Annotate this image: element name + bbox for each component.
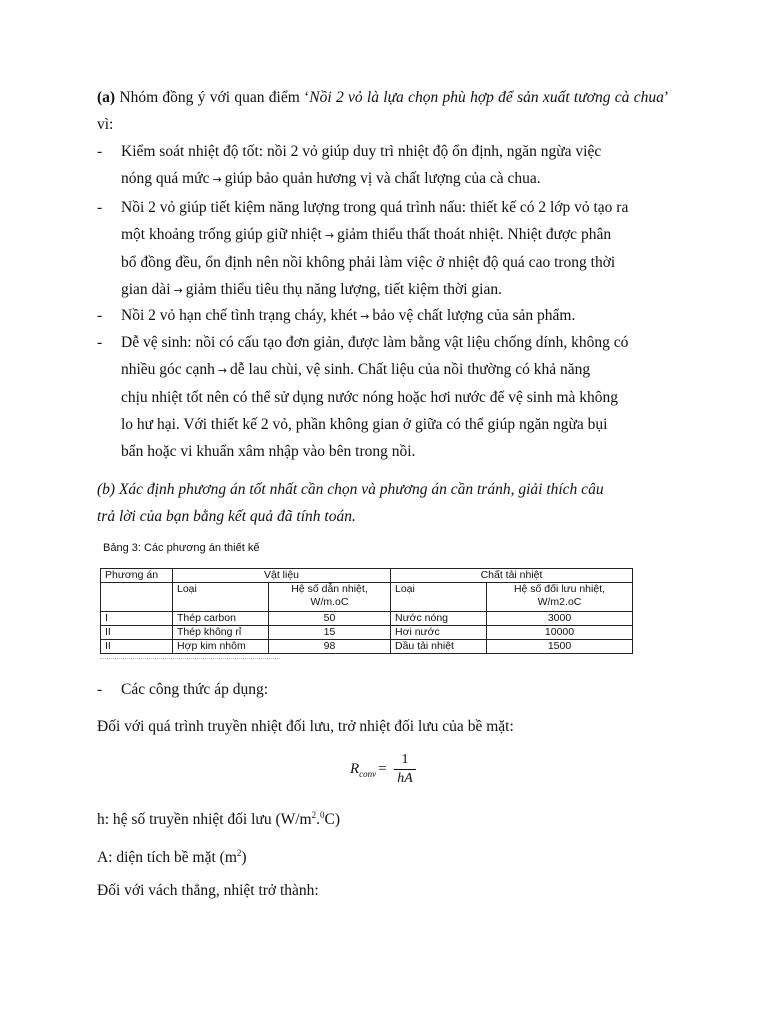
list-item [97,302,669,330]
formula-equals: = [378,761,387,777]
bullet-dash: - [97,143,103,160]
list-item [97,329,669,465]
fraction-bar [394,769,416,770]
table-row [101,612,633,626]
bullet-text: giảm thiểu tiêu thụ năng lượng, tiết kiệm thời gian. [185,281,502,298]
bullet-text: gian dài [121,281,171,298]
bullet-text: giúp bảo quản hương vị và chất lượng của cà chua. [224,170,541,187]
arrow-icon: → [173,284,183,297]
list-item [97,138,669,193]
table-row [101,640,633,654]
part-a-intro-post: ’ vì: [97,89,669,133]
bullet-text: chịu nhiệt tốt nên có thể sử dụng nước nóng hoặc hơi nước để vệ sinh mà không [121,389,619,406]
question-line: (b) Xác định phương án tốt nhất cần chọn và phương án cần tránh, giải thích câu [97,481,604,498]
a-definition: A: diện tích bề mặt $(m^2)$ [97,848,247,867]
bullet-dash: - [97,199,103,216]
bullet-dash: - [97,334,103,351]
bullet-text: một khoảng trống giúp giữ nhiệt [121,226,322,243]
cell-k: 15 [269,626,391,640]
part-a-intro [97,84,669,138]
bullet-text: nhiều góc cạnh [121,361,215,378]
bullet-text: Các công thức áp dụng: [121,681,269,698]
question-line: trả lời của bạn bằng kết quả đã tính toán. [97,508,356,525]
cell-h: 3000 [487,612,633,626]
cell-option: I [101,612,173,626]
cell-k: 50 [269,612,391,626]
subheader-material-type: Loại [173,583,269,612]
bullet-text: lo hư hại. Với thiết kế 2 vỏ, phần không gian ở giữa có thể giúp ngăn ngừa bụi [121,416,608,433]
bullet-dash: - [97,681,103,698]
arrow-icon: → [217,364,228,377]
cell-carrier: Nước nóng [391,612,487,626]
cell-h: 1500 [487,640,633,654]
formula-numerator: 1 [401,752,409,767]
arrow-icon: → [324,229,335,242]
subheader-conductivity: Hệ số dẫn nhiệt, W/m.oC [269,583,391,612]
bullet-text: Kiểm soát nhiệt độ tốt: nồi 2 vỏ giúp duy trì nhiệt độ ổn định, ngăn ngừa việc [121,143,602,160]
cell-material: Hợp kim nhôm [173,640,269,654]
cell-option: II [101,626,173,640]
bullet-text: giảm thiểu thất thoát nhiệt. Nhiệt được phân [337,226,612,243]
bullet-text: nóng quá mức [121,170,210,187]
part-a-label: (a) [97,89,116,106]
bullet-text: dễ lau chùi, vệ sinh. Chất liệu của nồi thường có khả năng [230,361,591,378]
empty-cell [101,583,173,612]
table-row [101,626,633,640]
part-b-question [97,476,669,530]
bullet-text: bảo vệ chất lượng của sản phẩm. [372,307,576,324]
bullet-text: Dễ vệ sinh: nồi có cấu tạo đơn giản, được làm bằng vật liệu chống dính, không có [121,334,629,351]
formula-lhs: R [350,761,360,777]
cell-carrier: Dầu tải nhiệt [391,640,487,654]
subheader-convection: Hệ số đối lưu nhiệt, W/m2.oC [487,583,633,612]
table-subheader-row [101,583,633,612]
header-material: Vật liệu [173,569,391,583]
table-header-row [101,569,633,583]
cell-option: II [101,640,173,654]
arrow-icon: → [360,310,370,323]
table-caption: Bảng 3: Các phương án thiết kế [103,542,260,554]
cell-h: 10000 [487,626,633,640]
part-a-intro-quote: Nồi 2 vỏ là lựa chọn phù hợp để sản xuất tương cà chua [309,89,664,106]
header-carrier: Chất tải nhiệt [391,569,633,583]
part-a-intro-pre: Nhóm đồng ý với quan điểm ‘ [115,89,310,106]
bullet-text: bẩn hoặc vi khuẩn xâm nhập vào bên trong nồi. [121,443,416,460]
list-item [97,676,669,703]
cell-material: Thép carbon [173,612,269,626]
bullet-text: Nồi 2 vỏ giúp tiết kiệm năng lượng trong quá trình nấu: thiết kế có 2 lớp vỏ tạo ra [121,199,629,216]
cell-k: 98 [269,640,391,654]
header-option: Phương án [101,569,173,583]
h-definition: h: hệ số truyền nhiệt đối lưu $(W/m^2.^0C)$ [97,810,340,829]
bullet-dash: - [97,307,103,324]
wall-intro: Đối với vách thẳng, nhiệt trở thành: [97,882,319,899]
list-item [97,194,669,304]
formula-lhs-sub: conv [359,769,377,779]
arrow-icon: → [212,173,222,186]
bullet-text: Nồi 2 vỏ hạn chế tình trạng cháy, khét [121,307,358,324]
subheader-carrier-type: Loại [391,583,487,612]
table-cut-off-line [100,658,280,662]
cell-carrier: Hơi nước [391,626,487,640]
formula-fraction [394,752,416,787]
cell-material: Thép không rỉ [173,626,269,640]
bullet-text: bổ đồng đều, ổn định nên nồi không phải làm việc ở nhiệt độ quá cao trong thời [121,254,616,271]
formula-denominator: hA [397,771,413,786]
design-options-table [100,568,633,654]
convection-intro: Đối với quá trình truyền nhiệt đối lưu, trở nhiệt đối lưu của bề mặt: [97,718,514,735]
